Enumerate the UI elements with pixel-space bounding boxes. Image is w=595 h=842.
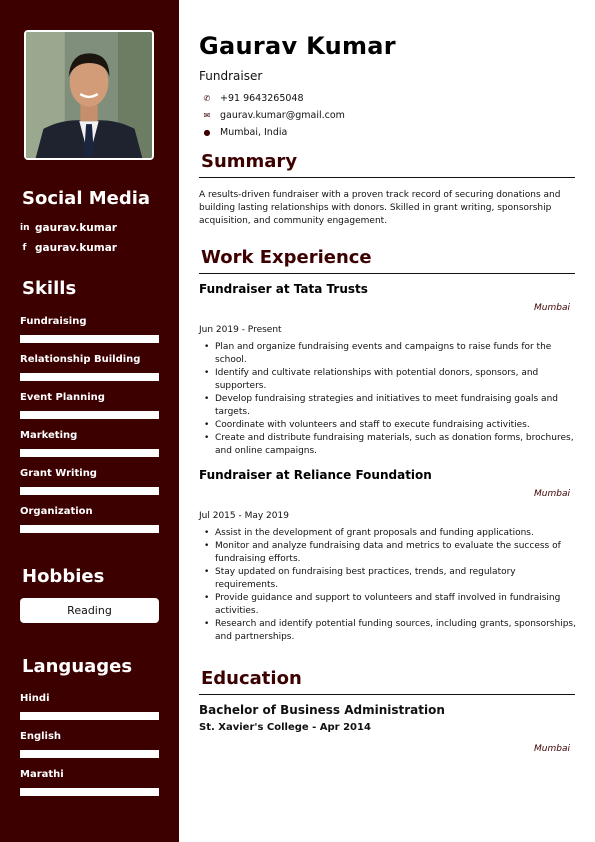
skill-label: Event Planning <box>20 392 105 403</box>
email-text: gaurav.kumar@gmail.com <box>220 110 345 121</box>
contact-email[interactable] <box>203 110 345 121</box>
skill-label: Marketing <box>20 430 78 441</box>
skill-bar <box>20 373 159 381</box>
language-label: Hindi <box>20 693 50 704</box>
section-divider <box>199 177 575 178</box>
job-location: Mumbai <box>534 489 570 499</box>
list-item: • Create and distribute fundraising materials, such as donation forms, brochures, and online campaigns. <box>215 432 577 458</box>
linkedin-icon: in <box>20 223 30 233</box>
language-bar-fill <box>20 750 159 758</box>
hobby-pill: Reading <box>20 598 159 623</box>
candidate-role: Fundraiser <box>199 69 263 83</box>
contact-location <box>203 127 287 138</box>
language-label: English <box>20 731 62 742</box>
skill-label: Fundraising <box>20 316 87 327</box>
social-media-heading: Social Media <box>22 188 151 209</box>
social-link-facebook[interactable] <box>20 242 117 254</box>
skill-bar-fill <box>20 411 159 419</box>
list-item: • Identify and cultivate relationships with potential donors, sponsors, and supporters. <box>215 367 577 393</box>
social-label: gaurav.kumar <box>35 222 117 234</box>
job-dates: Jun 2019 - Present <box>199 325 282 335</box>
list-item: • Research and identify potential funding sources, including grants, sponsorships, and partnerships. <box>215 618 577 644</box>
facebook-icon: f <box>22 243 27 253</box>
skill-bar-fill <box>20 335 159 343</box>
language-bar-fill <box>20 712 159 720</box>
skill-label: Grant Writing <box>20 468 97 479</box>
skill-bar-fill <box>20 449 159 457</box>
location-text: Mumbai, India <box>220 127 288 138</box>
languages-heading: Languages <box>22 656 133 677</box>
section-divider <box>199 273 575 274</box>
skill-bar <box>20 487 159 495</box>
education-heading: Education <box>201 668 302 689</box>
hobbies-heading: Hobbies <box>22 566 105 587</box>
language-label: Marathi <box>20 769 64 780</box>
list-item: • Provide guidance and support to volunteers and staff involved in fundraising activities. <box>215 592 577 618</box>
skill-bar <box>20 525 159 533</box>
list-item: • Plan and organize fundraising events and campaigns to raise funds for the school. <box>215 341 577 367</box>
list-item: • Monitor and analyze fundraising data and metrics to evaluate the success of fundraising efforts. <box>215 540 577 566</box>
skill-bar <box>20 411 159 419</box>
list-item: • Develop fundraising strategies and initiatives to meet fundraising goals and targets. <box>215 393 577 419</box>
language-bar <box>20 788 159 796</box>
work-experience-heading: Work Experience <box>201 247 372 268</box>
phone-text: +91 9643265048 <box>220 93 304 104</box>
phone-icon: ✆ <box>203 94 211 103</box>
skill-bar <box>20 335 159 343</box>
list-item: • Assist in the development of grant proposals and funding applications. <box>215 527 577 540</box>
language-bar-fill <box>20 788 159 796</box>
job-dates: Jul 2015 - May 2019 <box>199 511 289 521</box>
skills-heading: Skills <box>22 278 77 299</box>
skill-bar-fill <box>20 525 159 533</box>
profile-photo <box>24 30 154 160</box>
education-school: St. Xavier's College - Apr 2014 <box>199 722 371 733</box>
skill-bar-fill <box>20 487 159 495</box>
skill-label: Organization <box>20 506 93 517</box>
skill-label: Relationship Building <box>20 354 141 365</box>
job-bullets <box>215 527 577 644</box>
profile-photo-image <box>26 32 152 158</box>
map-pin-icon: ● <box>203 128 211 137</box>
language-bar <box>20 712 159 720</box>
job-location: Mumbai <box>534 303 570 313</box>
envelope-icon: ✉ <box>203 111 211 120</box>
sidebar <box>0 0 179 842</box>
candidate-name: Gaurav Kumar <box>199 32 396 60</box>
skill-bar-fill <box>20 373 159 381</box>
summary-text: A results-driven fundraiser with a proven track record of securing donations and building lasting relationships with donors. Skilled in grant writing, sponsorship acquisition, and community engagement. <box>199 190 561 226</box>
social-link-linkedin[interactable] <box>20 222 117 234</box>
section-divider <box>199 694 575 695</box>
social-label: gaurav.kumar <box>35 242 117 254</box>
language-bar <box>20 750 159 758</box>
list-item: • Coordinate with volunteers and staff to execute fundraising activities. <box>215 419 577 432</box>
education-degree: Bachelor of Business Administration <box>199 703 445 717</box>
contact-phone <box>203 93 304 104</box>
job-bullets <box>215 341 577 458</box>
list-item: • Stay updated on fundraising best practices, trends, and regulatory requirements. <box>215 566 577 592</box>
education-location: Mumbai <box>534 744 570 754</box>
summary-heading: Summary <box>201 151 298 172</box>
skill-bar <box>20 449 159 457</box>
job-title: Fundraiser at Reliance Foundation <box>199 468 432 482</box>
job-title: Fundraiser at Tata Trusts <box>199 282 368 296</box>
